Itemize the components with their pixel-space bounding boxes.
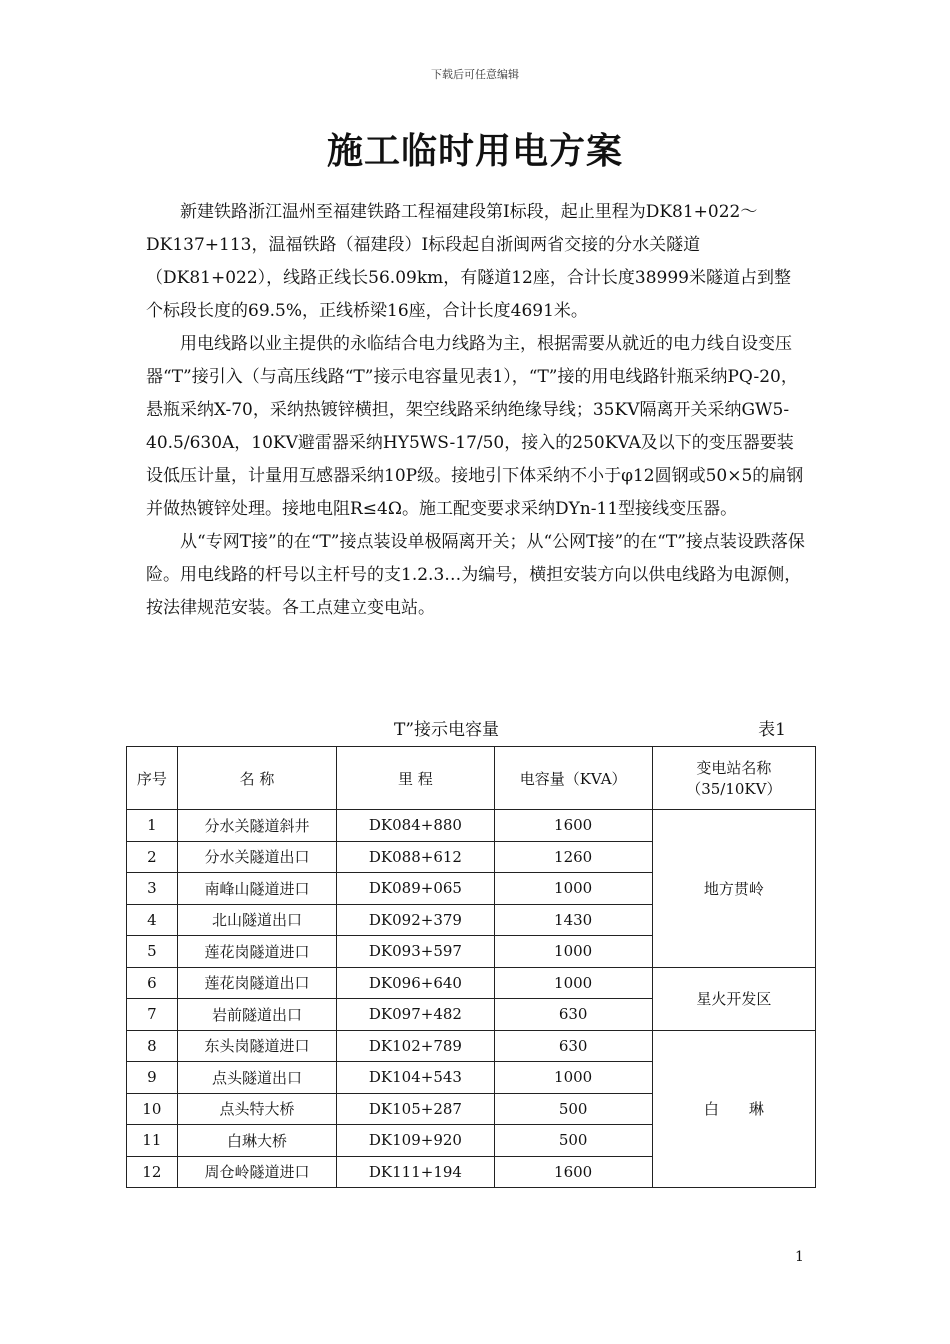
page-title: 施工临时用电方案: [326, 130, 623, 172]
station-name-cell: 白 琳: [652, 1030, 815, 1188]
row-no-cell: 5: [127, 936, 178, 968]
row-name-cell: 岩前隧道出口: [177, 999, 337, 1031]
header-station: [652, 747, 815, 810]
row-mileage-cell: DK088+612: [337, 841, 494, 873]
row-name-cell: 南峰山隧道进口: [177, 873, 337, 905]
row-name-cell: 分水关隧道出口: [177, 841, 337, 873]
table-caption-title: T”接示电容量: [394, 720, 500, 740]
header-mileage: 里 程: [337, 747, 494, 810]
row-name-cell: 分水关隧道斜井: [177, 810, 337, 842]
row-mileage-cell: DK096+640: [337, 967, 494, 999]
row-mileage-cell: DK111+194: [337, 1156, 494, 1188]
capacity-table: [126, 746, 816, 1188]
header-note: 下载后可任意编辑: [431, 68, 519, 81]
row-no-cell: 8: [127, 1030, 178, 1062]
header-station-line1: 变电站名称: [696, 759, 772, 777]
row-no-cell: 11: [127, 1125, 178, 1157]
header-capacity: 电容量（KVA）: [494, 747, 652, 810]
row-capacity-cell: 1600: [494, 810, 652, 842]
row-name-cell: 点头隧道出口: [177, 1062, 337, 1094]
row-no-cell: 9: [127, 1062, 178, 1094]
row-no-cell: 2: [127, 841, 178, 873]
header-no: 序号: [127, 747, 178, 810]
row-no-cell: 7: [127, 999, 178, 1031]
row-capacity-cell: 630: [494, 1030, 652, 1062]
row-capacity-cell: 630: [494, 999, 652, 1031]
row-name-cell: 点头特大桥: [177, 1093, 337, 1125]
body-text: [146, 196, 806, 625]
row-no-cell: 10: [127, 1093, 178, 1125]
row-capacity-cell: 500: [494, 1125, 652, 1157]
table-row: [127, 810, 816, 842]
table-header-row: [127, 747, 816, 810]
row-name-cell: 周仓岭隧道进口: [177, 1156, 337, 1188]
row-mileage-cell: DK102+789: [337, 1030, 494, 1062]
table-row: [127, 1030, 816, 1062]
row-capacity-cell: 1000: [494, 1062, 652, 1094]
row-capacity-cell: 1260: [494, 841, 652, 873]
row-no-cell: 6: [127, 967, 178, 999]
row-capacity-cell: 1600: [494, 1156, 652, 1188]
header-name: 名 称: [177, 747, 337, 810]
row-capacity-cell: 1000: [494, 967, 652, 999]
row-mileage-cell: DK089+065: [337, 873, 494, 905]
paragraph: 用电线路以业主提供的永临结合电力线路为主，根据需要从就近的电力线自设变压器“T”接引入（与高压线路“T”接示电容量见表1），“T”接的用电线路针瓶采纳PQ-20，悬瓶采纳X-70，采纳热镀锌横担，架空线路采纳绝缘导线；35KV隔离开关采纳GW5-40.5/630A，10KV避雷器采纳HY5WS-17/50，接入的250KVA及以下的变压器要装设低压计量，计量用互感器采纳10P级。接地引下体采纳不小于φ12圆钢或50×5的扁钢并做热镀锌处理。接地电阻R≤4Ω。施工配变要求采纳DYn-11型接线变压器。: [146, 334, 804, 519]
row-capacity-cell: 1000: [494, 936, 652, 968]
row-mileage-cell: DK097+482: [337, 999, 494, 1031]
row-name-cell: 东头岗隧道进口: [177, 1030, 337, 1062]
header-station-line2: （35/10KV）: [686, 780, 782, 798]
row-no-cell: 1: [127, 810, 178, 842]
table-body: [127, 810, 816, 1188]
row-capacity-cell: 500: [494, 1093, 652, 1125]
row-mileage-cell: DK084+880: [337, 810, 494, 842]
row-no-cell: 4: [127, 904, 178, 936]
row-name-cell: 白琳大桥: [177, 1125, 337, 1157]
row-mileage-cell: DK092+379: [337, 904, 494, 936]
row-mileage-cell: DK104+543: [337, 1062, 494, 1094]
row-mileage-cell: DK105+287: [337, 1093, 494, 1125]
paragraph: 从“专网T接”的在“T”接点装设单极隔离开关；从“公网T接”的在“T”接点装设跌落保险。用电线路的杆号以主杆号的支1.2.3…为编号，横担安装方向以供电线路为电源侧，按法律规范安装。各工点建立变电站。: [146, 532, 805, 618]
row-no-cell: 3: [127, 873, 178, 905]
row-no-cell: 12: [127, 1156, 178, 1188]
row-mileage-cell: DK109+920: [337, 1125, 494, 1157]
table-caption-label: 表1: [758, 720, 786, 740]
page-number: 1: [795, 1249, 804, 1265]
row-name-cell: 北山隧道出口: [177, 904, 337, 936]
row-capacity-cell: 1430: [494, 904, 652, 936]
row-mileage-cell: DK093+597: [337, 936, 494, 968]
row-name-cell: 莲花岗隧道出口: [177, 967, 337, 999]
row-capacity-cell: 1000: [494, 873, 652, 905]
table-caption: [146, 715, 786, 740]
station-name-cell: 星火开发区: [652, 967, 815, 1030]
paragraph: 新建铁路浙江温州至福建铁路工程福建段第Ⅰ标段，起止里程为DK81+022～DK137+113，温福铁路（福建段）Ⅰ标段起自浙闽两省交接的分水关隧道（DK81+022），线路正线长56.09km，有隧道12座，合计长度38999米隧道占到整个标段长度的69.5%，正线桥梁16座，合计长度4691米。: [146, 202, 791, 321]
station-name-cell: 地方贯岭: [652, 810, 815, 968]
row-name-cell: 莲花岗隧道进口: [177, 936, 337, 968]
table-row: [127, 967, 816, 999]
